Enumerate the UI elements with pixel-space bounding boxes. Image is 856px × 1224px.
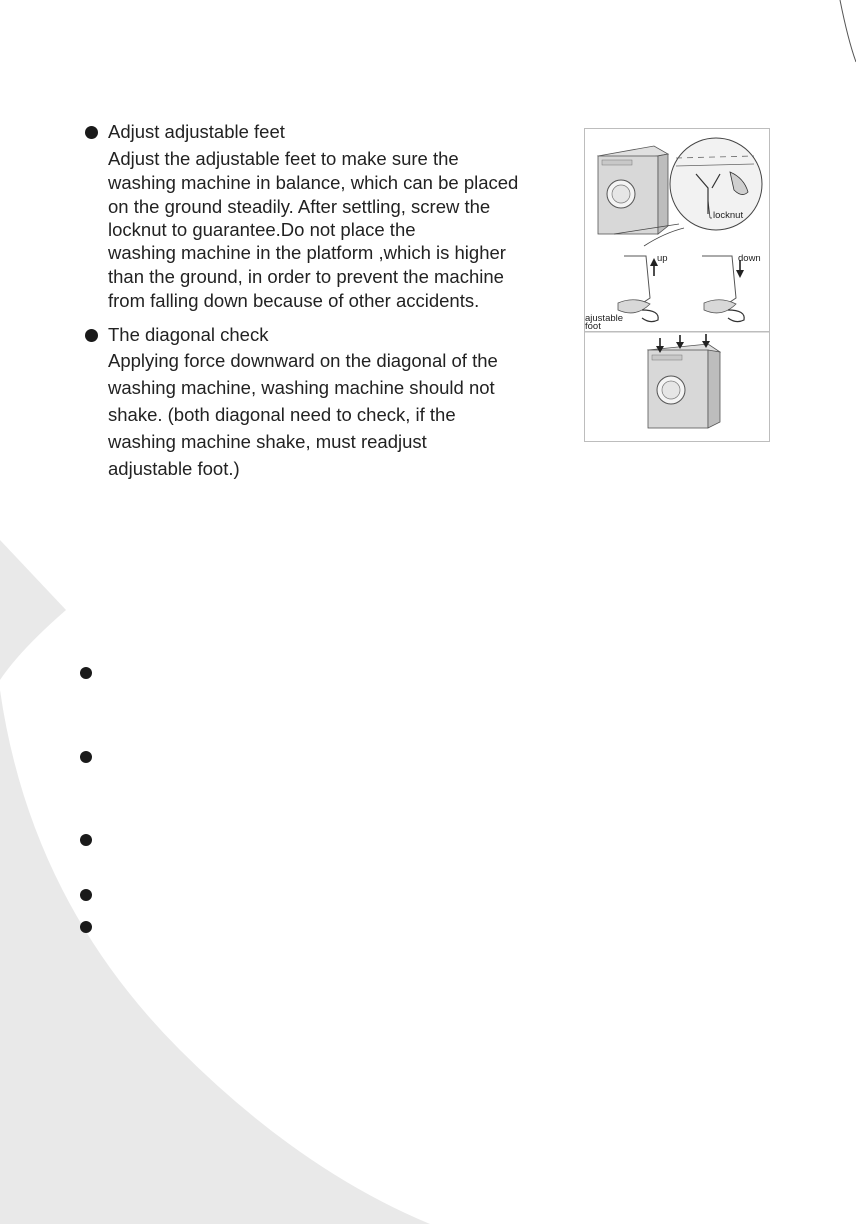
body-line: locknut to guarantee.Do not place the (108, 219, 416, 240)
section-adjust-feet (85, 120, 565, 320)
locknut-label: locknut (713, 210, 744, 221)
body-line: washing machine shake, must readjust (108, 431, 427, 452)
section-heading: The diagonal check (108, 324, 269, 345)
body-line: washing machine in balance, which can be placed (108, 172, 519, 193)
section-diagonal-check (85, 323, 565, 493)
zoom-detail (670, 138, 762, 230)
bullet-icon (80, 889, 92, 901)
body-line: than the ground, in order to prevent the machine (108, 266, 504, 287)
bullet-icon (85, 126, 98, 139)
washing-machine-icon (648, 344, 720, 428)
down-label: down (738, 253, 761, 264)
body-line: from falling down because of other accidents. (108, 290, 480, 311)
installation-illustration (584, 128, 770, 442)
bullet-icon (85, 329, 98, 342)
bullet-icon (80, 834, 92, 846)
body-line: washing machine, washing machine should not (108, 377, 495, 398)
body-line: on the ground steadily. After settling, screw the (108, 196, 491, 217)
washing-machine-icon (598, 146, 668, 234)
body-line: washing machine in the platform ,which is higher (108, 242, 506, 263)
section-heading: Adjust adjustable feet (108, 121, 285, 142)
foot-label: ajustable (585, 313, 624, 324)
body-line: adjustable foot.) (108, 458, 240, 479)
corner-line (0, 0, 856, 80)
body-line: Applying force downward on the diagonal of the (108, 350, 498, 371)
up-label: up (657, 253, 668, 264)
body-line: Adjust the adjustable feet to make sure the (108, 148, 459, 169)
bullet-icon (80, 667, 92, 679)
bullet-icon (80, 751, 92, 763)
bullet-icon (80, 921, 92, 933)
foot-label: foot (585, 321, 601, 332)
body-line: shake. (both diagonal need to check, if the (108, 404, 456, 425)
